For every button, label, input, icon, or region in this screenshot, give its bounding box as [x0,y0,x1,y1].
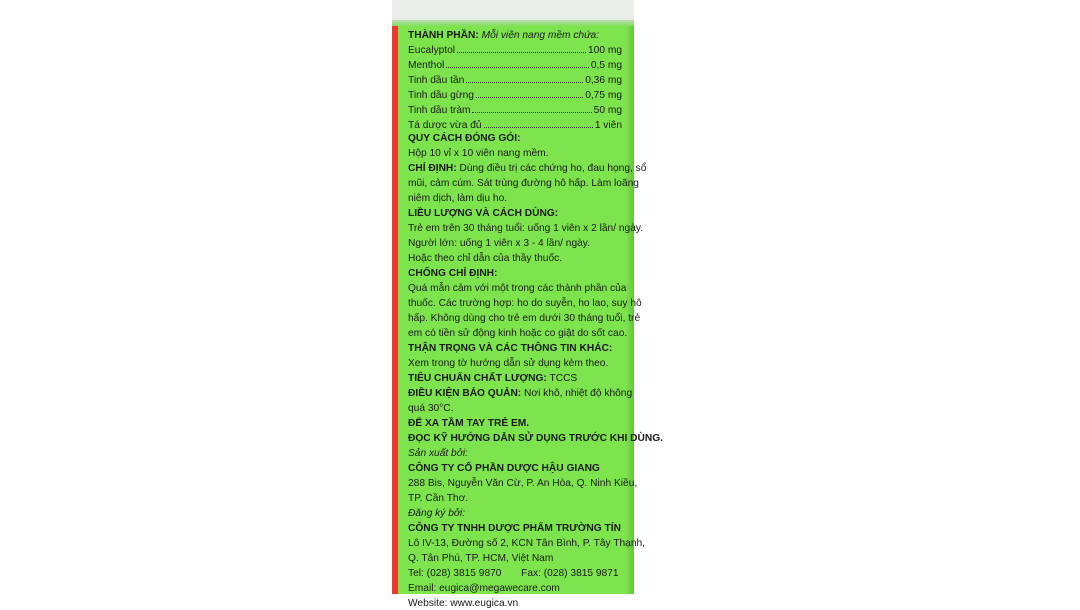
storage-line-2: quá 30°C. [408,403,454,414]
contraindication-heading: CHỐNG CHỈ ĐỊNH: [408,268,498,279]
phone-fax-line [408,568,619,580]
ingredient-name: Menthol [408,60,445,71]
indication-line-1 [408,163,646,175]
email: Email: eugica@megawecare.com [408,583,560,594]
registrant-name: CÔNG TY TNHH DƯỢC PHẨM TRƯỜNG TÍN [408,523,621,534]
leader-dots [476,96,583,98]
contraindication-line-3: hấp. Không dùng cho trẻ em dưới 30 tháng tuổi, trẻ [408,313,641,324]
caution-text: Xem trong tờ hướng dẫn sử dụng kèm theo. [408,358,609,369]
leader-dots [457,51,586,53]
storage-line-1 [408,388,632,400]
registrant-label: Đăng ký bởi: [408,508,466,519]
ingredient-row [408,74,622,86]
storage-text: Nơi khô, nhiệt độ không [524,388,633,399]
read-instructions-warning: ĐỌC KỸ HƯỚNG DẪN SỬ DỤNG TRƯỚC KHI DÙNG. [408,433,663,444]
ingredient-name: Eucalyptol [408,45,456,56]
ingredient-value: 50 mg [593,105,622,116]
ingredient-value: 1 viên [594,120,622,131]
ingredients-header [408,30,599,42]
dosage-heading: LIỀU LƯỢNG VÀ CÁCH DÙNG: [408,208,559,219]
ingredient-row [408,89,622,101]
quality-standard [408,373,577,385]
ingredient-value: 100 mg [588,45,622,56]
ingredient-name: Tá dược vừa đủ [408,120,482,131]
indication-line-3: niêm dịch, làm dịu ho. [408,193,508,204]
ingredient-row [408,104,622,116]
ingredient-value: 0,36 mg [585,75,622,86]
telephone: Tel: (028) 3815 9870 [408,568,502,579]
contraindication-line-1: Quá mẫn cảm với một trong các thành phần của [408,283,627,294]
indication-heading: CHỈ ĐỊNH: [408,163,457,174]
ingredients-subheading: Mỗi viên nang mềm chứa: [481,30,600,41]
leader-dots [472,111,591,113]
storage-heading: ĐIỀU KIỆN BẢO QUẢN: [408,388,522,399]
box-right-edge [626,26,634,594]
ingredient-row [408,59,622,71]
contraindication-line-4: em có tiền sử động kinh hoặc co giật do sốt cao. [408,328,628,339]
leader-dots [466,81,583,83]
ingredient-value: 0,5 mg [590,60,622,71]
dosage-line-2: Người lớn: uống 1 viên x 3 - 4 lần/ ngày. [408,238,590,249]
indication-text: Dùng điều trị các chứng ho, đau họng, sổ [459,163,647,174]
manufacturer-label: Sản xuất bởi: [408,448,468,459]
dosage-line-1: Trẻ em trên 30 tháng tuổi: uống 1 viên x 2 lần/ ngày. [408,223,644,234]
registrant-address-1: Lô IV-13, Đường số 2, KCN Tân Bình, P. Tây Thạnh, [408,538,646,549]
keep-away-warning: ĐỂ XA TẦM TAY TRẺ EM. [408,418,530,429]
manufacturer-address-1: 288 Bis, Nguyễn Văn Cừ, P. An Hòa, Q. Ninh Kiều, [408,478,638,489]
dosage-line-3: Hoặc theo chỉ dẫn của thầy thuốc. [408,253,563,264]
registrant-address-2: Q. Tân Phú, TP. HCM, Việt Nam [408,553,554,564]
ingredient-name: Tinh dầu tràm [408,105,471,116]
indication-line-2: mũi, cảm cúm. Sát trùng đường hô hấp. Làm loãng [408,178,639,189]
standard-heading: TIÊU CHUẨN CHẤT LƯỢNG: [408,373,547,384]
box-top-flap [392,0,634,21]
website: Website: www.eugica.vn [408,598,519,609]
contraindication-line-2: thuốc. Các trường hợp: ho do suyễn, ho lao, suy hô [408,298,642,309]
packing-text: Hộp 10 vỉ x 10 viên nang mềm. [408,148,549,159]
packing-heading: QUY CÁCH ĐÓNG GÓI: [408,133,521,144]
fax: Fax: (028) 3815 9871 [521,568,619,579]
ingredient-name: Tinh dầu tần [408,75,465,86]
leader-dots [484,126,593,128]
ingredient-value: 0,75 mg [585,90,622,101]
manufacturer-name: CÔNG TY CỔ PHẦN DƯỢC HẬU GIANG [408,463,600,474]
caution-heading: THẬN TRỌNG VÀ CÁC THÔNG TIN KHÁC: [408,343,613,354]
ingredient-row [408,119,622,131]
manufacturer-address-2: TP. Cần Thơ. [408,493,469,504]
leader-dots [446,66,589,68]
ingredient-name: Tinh dầu gừng [408,90,474,101]
standard-value: TCCS [549,373,578,384]
ingredient-row [408,44,622,56]
ingredients-heading: THÀNH PHẦN: [408,30,479,41]
